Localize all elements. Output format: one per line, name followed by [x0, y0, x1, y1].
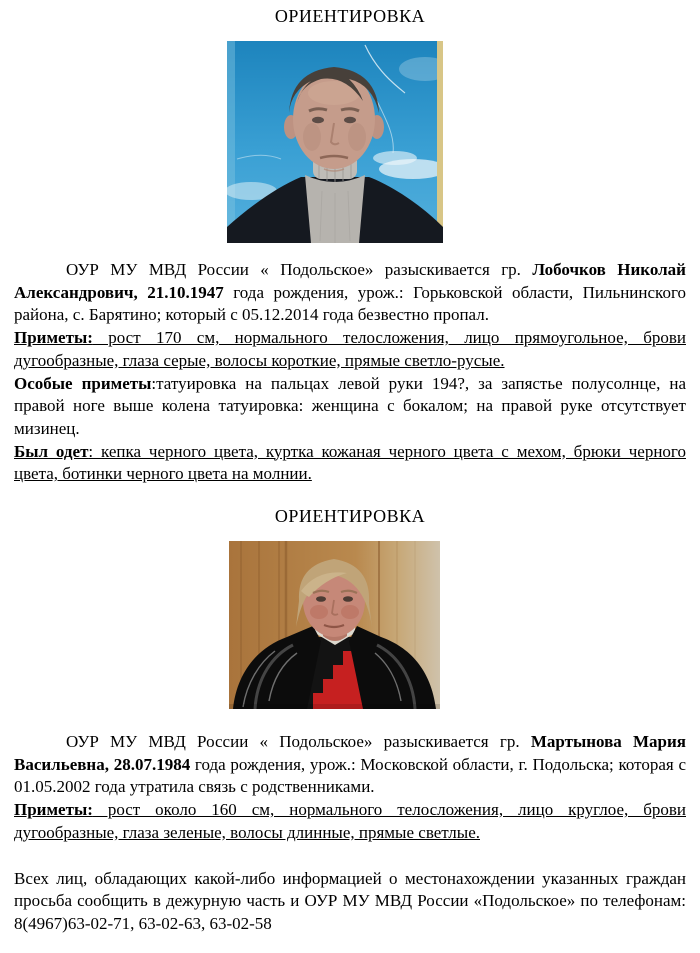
intro-rest-text: года рождения, урож.: Московской области, г. Подольска; которая с 01.05.2002 года утратила связь с родственниками.	[14, 754, 686, 797]
bulletin2-primety-paragraph	[14, 799, 686, 844]
eye	[316, 596, 326, 602]
byl-odet-label: Был одет	[14, 441, 89, 461]
osobye-primety-label: Особые приметы	[14, 373, 152, 393]
eye	[312, 117, 324, 123]
contact-paragraph	[14, 868, 686, 936]
missing-person-name: Мартынова Мария Васильевна, 28.07.1984	[14, 732, 686, 774]
cheek	[310, 605, 328, 619]
primety-label: Приметы:	[14, 328, 93, 348]
intro-lead-text: ОУР МУ МВД России « Подольское» разыскивается гр.	[66, 260, 533, 279]
bulletin1-primety-paragraph	[14, 327, 686, 372]
cheek	[341, 605, 359, 619]
woman-portrait-illustration	[229, 541, 440, 709]
bulletin1-intro-paragraph	[14, 259, 686, 327]
film-edge-strip	[437, 41, 443, 243]
eye	[344, 117, 356, 123]
photo-bottom-shadow	[229, 704, 440, 709]
missing-person-photo-woman	[229, 541, 440, 709]
bulletin1-title: ОРИЕНТИРОВКА	[274, 6, 426, 26]
bulletin1-osobye-primety-paragraph	[14, 373, 686, 441]
bulletin2-intro-paragraph	[14, 731, 686, 799]
primety-text: рост около 160 см, нормального телосложения, лицо круглое, брови дугообразные, глаза зеленые, волосы длинные, прямые светлые.	[14, 800, 686, 842]
man-portrait-illustration	[227, 41, 443, 243]
missing-person-photo-man	[227, 41, 443, 243]
intro-rest-text: года рождения, урож.: Горьковской области, Пильнинского района, с. Барятино; который с 05.12.2014 года безвестно пропал.	[14, 282, 686, 325]
primety-label: Приметы:	[14, 800, 93, 820]
byl-odet-text: : кепка черного цвета, куртка кожаная черного цвета с мехом, брюки черного цвета, ботинки черного цвета на молнии.	[14, 441, 686, 484]
contact-text: Всех лиц, обладающих какой-либо информацией о местонахождении указанных граждан просьба сообщить в дежурную часть и ОУР МУ МВД России «Подольское» по телефонам: 8(4967)63-02-71, 63-02-63, 63-02-58	[14, 868, 686, 933]
eye	[343, 596, 353, 602]
primety-text: рост 170 см, нормального телосложения, лицо прямоугольное, брови дугообразные, глаза серые, волосы короткие, прямые светло-русые.	[14, 328, 686, 370]
cloud	[373, 151, 417, 165]
intro-lead-text: ОУР МУ МВД России « Подольское» разыскивается гр.	[66, 732, 531, 752]
bulletin2-title: ОРИЕНТИРОВКА	[274, 506, 426, 527]
bulletin1-byl-odet-paragraph	[14, 441, 686, 486]
osobye-primety-text: :татуировка на пальцах левой руки 194?, за запястье полусолнце, на правой ноге выше колена татуировка: женщина с бокалом; на правой руке отсутствует мизинец.	[14, 373, 686, 438]
missing-person-name: Лобочков Николай Александрович, 21.10.1947	[14, 260, 686, 302]
